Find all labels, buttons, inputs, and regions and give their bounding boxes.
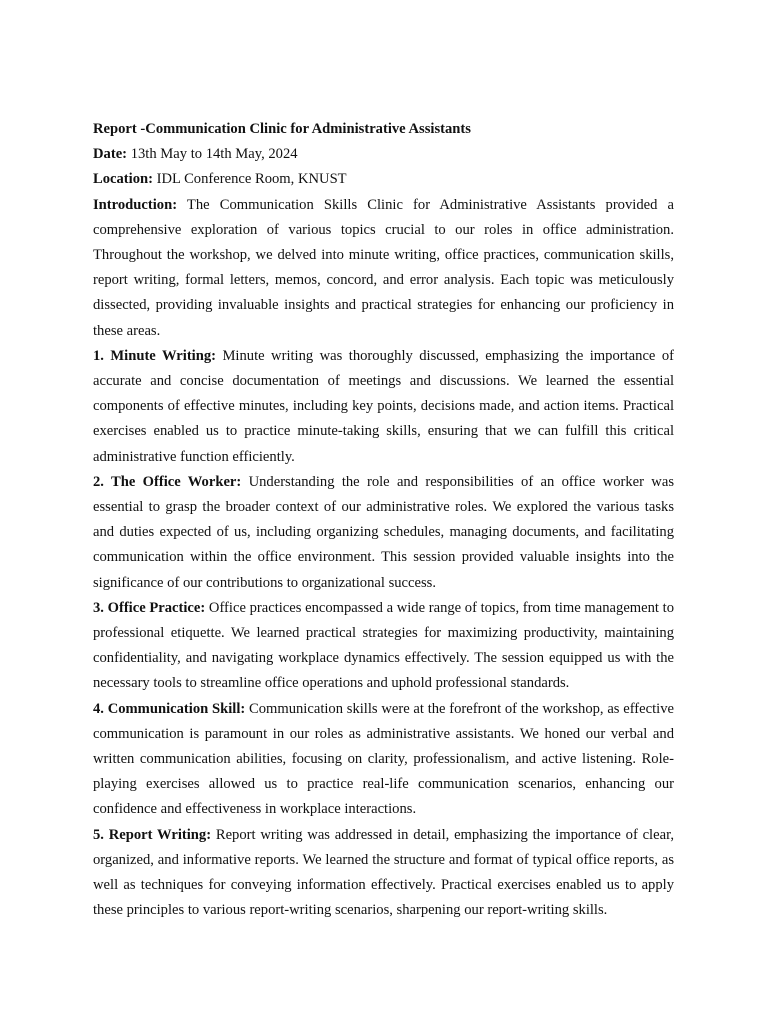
section-text: Office practices encompassed a wide range of topics, from time management to professional etiquette. We learned practical strategies for maximizing productivity, maintaining confidentiality, and navigating workplace dynamics effectively. The session equipped us with the necessary tools to streamline office operations and uphold professional standards. [93, 599, 674, 692]
introduction-text: The Communication Skills Clinic for Administrative Assistants provided a comprehensive exploration of various topics crucial to our roles in office administration. Throughout the workshop, we delved into minute writing, office practices, communication skills, report writing, formal letters, memos, concord, and error analysis. Each topic was meticulously dissected, providing invaluable insights and practical strategies for enhancing our proficiency in these areas. [93, 196, 674, 339]
document-page [93, 117, 674, 924]
section-heading: 4. Communication Skill: [93, 700, 246, 717]
section-heading: 5. Report Writing: [93, 826, 212, 843]
section-office-worker [93, 470, 674, 596]
section-minute-writing [93, 344, 674, 470]
location-value: IDL Conference Room, KNUST [153, 171, 347, 188]
section-office-practice [93, 596, 674, 697]
section-heading: 2. The Office Worker: [93, 473, 242, 490]
section-text: Minute writing was thoroughly discussed, emphasizing the importance of accurate and concise documentation of meetings and discussions. We learned the essential components of effective minutes, including key points, decisions made, and action items. Practical exercises enabled us to practice minute-taking skills, ensuring that we can fulfill this critical administrative function efficiently. [93, 347, 674, 465]
date-value: 13th May to 14th May, 2024 [127, 146, 298, 163]
section-text: Understanding the role and responsibilities of an office worker was essential to grasp the broader context of our administrative roles. We explored the various tasks and duties expected of us, including organizing schedules, managing documents, and facilitating communication within the office environment. This session provided valuable insights into the significance of our contributions to organizational success. [93, 473, 674, 591]
section-text: Report writing was addressed in detail, emphasizing the importance of clear, organized, and informative reports. We learned the structure and format of typical office reports, as well as techniques for conveying information effectively. Practical exercises enabled us to apply these principles to various report-writing scenarios, sharpening our report-writing skills. [93, 826, 674, 919]
report-title: Report -Communication Clinic for Administrative Assistants [93, 121, 471, 137]
section-heading: 1. Minute Writing: [93, 347, 217, 364]
date-line [93, 142, 674, 167]
section-report-writing [93, 823, 674, 924]
section-communication-skill [93, 697, 674, 823]
location-line [93, 167, 674, 192]
section-text: Communication skills were at the forefront of the workshop, as effective communication is paramount in our roles as administrative assistants. We honed our verbal and written communication abilities, focusing on clarity, professionalism, and active listening. Role-playing exercises allowed us to practice real-life communication scenarios, enhancing our confidence and effectiveness in workplace interactions. [93, 700, 674, 818]
location-label: Location: [93, 171, 153, 188]
introduction-paragraph [93, 193, 674, 344]
introduction-label: Introduction: [93, 196, 178, 213]
section-heading: 3. Office Practice: [93, 599, 206, 616]
date-label: Date: [93, 146, 128, 163]
